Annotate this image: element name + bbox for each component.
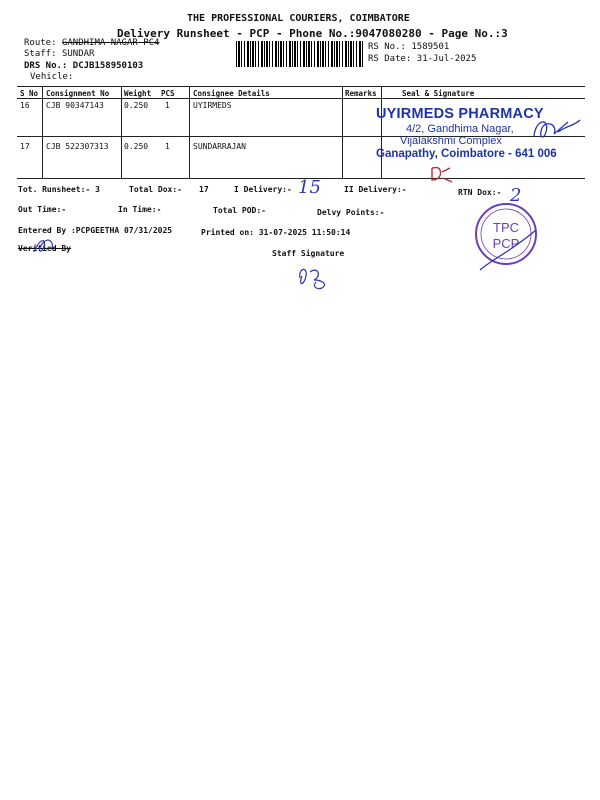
table-row-weight: 0.250 xyxy=(124,142,149,151)
table-row-consignment: CJB 90347143 xyxy=(46,101,104,110)
col-header-consignment: Consignment No xyxy=(46,89,110,98)
printed-on: Printed on: 31-07-2025 11:50:14 xyxy=(201,228,351,237)
i-delivery-handwritten: 15 xyxy=(298,177,321,198)
table-row-sno: 17 xyxy=(20,142,30,151)
stamp-round-line1: TPC xyxy=(493,220,519,235)
stamp-address-line2: Vijalakshmi Complex xyxy=(400,135,502,147)
total-dox-value: 17 xyxy=(199,185,209,194)
tpc-round-stamp xyxy=(470,200,550,280)
verified-by-label: Verified By xyxy=(18,244,71,253)
col-divider xyxy=(189,86,190,178)
in-time-label: In Time:- xyxy=(118,205,162,214)
rtn-dox-handwritten: 2 xyxy=(510,185,522,206)
rs-no-row xyxy=(368,42,449,52)
i-delivery-label: I Delivery:- xyxy=(234,185,292,194)
table-row-sno: 16 xyxy=(20,101,30,110)
rs-date-row xyxy=(368,54,476,64)
delvy-points-label: Delvy Points:- xyxy=(317,208,385,217)
barcode xyxy=(236,41,364,67)
out-time-label: Out Time:- xyxy=(18,205,67,214)
col-header-consignee: Consignee Details xyxy=(193,89,270,98)
col-divider xyxy=(121,86,122,178)
table-header-border xyxy=(17,98,585,99)
drs-label: DRS No.: xyxy=(24,61,68,71)
rtn-dox-label: RTN Dox:- xyxy=(458,188,502,197)
table-top-border xyxy=(17,86,585,87)
table-row-consignment: CJB 522307313 xyxy=(46,142,109,151)
tot-runsheet xyxy=(18,185,100,194)
initial-mark xyxy=(428,162,454,186)
stamp-address-line3: Ganapathy, Coimbatore - 641 006 xyxy=(376,148,557,160)
drs-value: DCJB158950103 xyxy=(72,61,144,71)
col-header-seal: Seal & Signature xyxy=(402,89,475,98)
col-divider xyxy=(42,86,43,178)
route-value: GANDHIMA NAGAR PC4 xyxy=(61,38,160,48)
col-header-pcs: PCS xyxy=(161,89,175,98)
verified-signature xyxy=(30,232,60,260)
vehicle-label: Vehicle: xyxy=(30,72,74,82)
runsheet-title: Delivery Runsheet - PCP - Phone No.:9047080280 - Page No.:3 xyxy=(117,27,508,40)
stamp-round-line2: PCP xyxy=(492,236,520,251)
table-row-weight: 0.250 xyxy=(124,101,149,110)
signature-mark xyxy=(528,112,584,148)
route-row xyxy=(24,38,159,48)
route-label: Route: xyxy=(24,38,57,48)
total-pod-label: Total POD:- xyxy=(213,206,266,215)
rs-no-label: RS No.: xyxy=(368,42,406,52)
table-row-consignee: UYIRMEDS xyxy=(193,101,232,110)
col-header-remarks: Remarks xyxy=(345,89,377,98)
table-row-consignee: SUNDARRAJAN xyxy=(193,142,246,151)
ii-delivery-label: II Delivery:- xyxy=(344,185,407,194)
stamp-address-line1: 4/2, Gandhima Nagar, xyxy=(406,123,514,135)
drs-row xyxy=(24,61,143,71)
entered-by: Entered By :PCPGEETHA 07/31/2025 xyxy=(18,226,173,235)
company-title: THE PROFESSIONAL COURIERS, COIMBATORE xyxy=(187,13,410,24)
total-dox-label: Total Dox:- xyxy=(129,185,182,194)
rs-no-value: 1589501 xyxy=(411,42,450,52)
rs-date-label: RS Date: xyxy=(368,54,412,64)
table-row-pcs: 1 xyxy=(165,101,170,110)
col-divider xyxy=(342,86,343,178)
staff-value: SUNDAR xyxy=(61,49,95,59)
staff-label: Staff: xyxy=(24,49,57,59)
col-header-sno: S No xyxy=(20,89,39,98)
col-header-weight: Weight xyxy=(124,89,152,98)
table-row-pcs: 1 xyxy=(165,142,170,151)
stamp-name: UYIRMEDS PHARMACY xyxy=(376,106,544,122)
rs-date-value: 31-Jul-2025 xyxy=(416,54,477,64)
staff-signature-mark xyxy=(292,262,334,292)
tot-runsheet-value: 3 xyxy=(95,185,100,194)
staff-row xyxy=(24,49,94,59)
staff-signature-label: Staff Signature xyxy=(272,249,345,258)
tot-runsheet-label: Tot. Runsheet:- xyxy=(18,185,91,194)
